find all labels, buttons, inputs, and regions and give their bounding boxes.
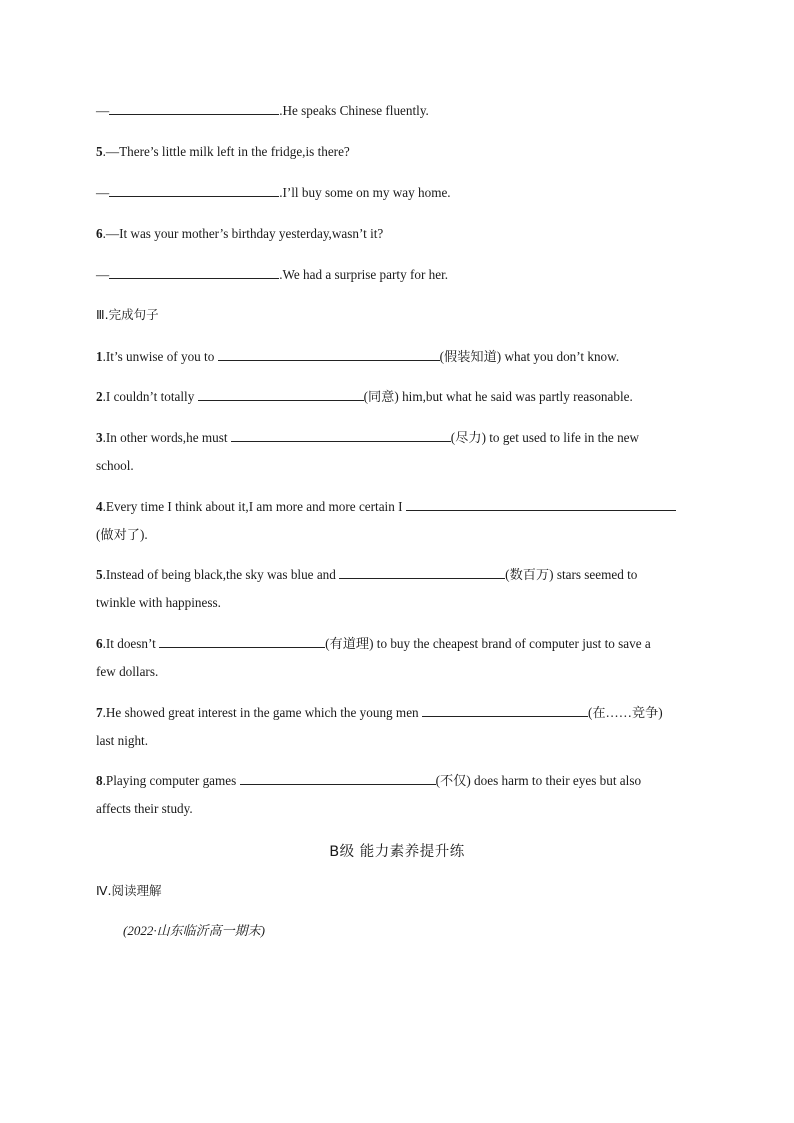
sentence-5 [96, 566, 637, 584]
sentence-7-cont: last night. [96, 733, 149, 748]
sentence-4-cont: (做对了). [96, 527, 148, 542]
chinese-hint: (有道理) [325, 636, 374, 651]
sentence-number: 7 [96, 705, 103, 720]
section-heading-4: Ⅳ.阅读理解 [96, 883, 162, 898]
sentence-8-cont: affects their study. [96, 801, 193, 816]
fill-blank[interactable] [240, 772, 436, 785]
sentence-text: .In other words,he must [102, 430, 231, 445]
sentence-number: 6 [96, 636, 103, 651]
answer-blank[interactable] [109, 266, 279, 279]
dash: — [96, 185, 110, 200]
fill-blank[interactable] [339, 566, 505, 579]
sentence-6-cont: few dollars. [96, 664, 159, 679]
sentence-number: 2 [96, 389, 103, 404]
sentence-text: .Every time I think about it,I am more and more certain I [102, 499, 406, 514]
answer-text: .He speaks Chinese fluently. [279, 103, 429, 118]
chinese-hint: (假装知道) [439, 349, 502, 364]
sentence-text: .It doesn’t [102, 636, 160, 651]
sentence-number: 3 [96, 430, 103, 445]
sentence-text: what you don’t know. [501, 349, 620, 364]
sentence-text: .He showed great interest in the game which the young men [102, 705, 422, 720]
sentence-text: does harm to their eyes but also [470, 773, 642, 788]
sentence-number: 5 [96, 567, 103, 582]
sentence-text: stars seemed to [553, 567, 638, 582]
sentence-text: .Instead of being black,the sky was blue and [102, 567, 340, 582]
sentence-6 [96, 635, 651, 653]
sentence-text: .I couldn’t totally [102, 389, 198, 404]
sentence-number: 4 [96, 499, 103, 514]
sentence-3 [96, 429, 639, 447]
sentence-4 [96, 498, 676, 516]
sentence-3-cont: school. [96, 458, 134, 473]
answer-line-5 [96, 184, 451, 202]
fill-blank[interactable] [231, 429, 451, 442]
sentence-7 [96, 704, 663, 722]
question-text: .—There’s little milk left in the fridge,is there? [102, 144, 350, 159]
fill-blank[interactable] [422, 704, 588, 717]
fill-blank[interactable] [218, 348, 440, 361]
answer-blank[interactable] [109, 102, 279, 115]
question-number: 6 [96, 226, 103, 241]
dash: — [96, 103, 110, 118]
question-text: .—It was your mother’s birthday yesterday,wasn’t it? [102, 226, 384, 241]
sentence-text: .It’s unwise of you to [102, 349, 218, 364]
sentence-5-cont: twinkle with happiness. [96, 595, 221, 610]
answer-line-4 [96, 102, 429, 120]
fill-blank[interactable] [198, 388, 364, 401]
sentence-text: .Playing computer games [102, 773, 240, 788]
dash: — [96, 267, 110, 282]
sentence-number: 8 [96, 773, 103, 788]
answer-text: .We had a surprise party for her. [279, 267, 449, 282]
sentence-2 [96, 388, 633, 406]
answer-blank[interactable] [109, 184, 279, 197]
dialog-question-6 [96, 225, 383, 243]
chinese-hint: (不仅) [435, 773, 471, 788]
chinese-hint: (在……竞争) [587, 705, 663, 720]
source-note: (2022·山东临沂高一期末) [123, 923, 265, 938]
section-heading-3: Ⅲ.完成句子 [96, 307, 159, 322]
answer-text: .I’ll buy some on my way home. [279, 185, 451, 200]
sentence-text: to get used to life in the new [485, 430, 640, 445]
sentence-number: 1 [96, 349, 103, 364]
fill-blank[interactable] [159, 635, 325, 648]
chinese-hint: (尽力) [450, 430, 486, 445]
chinese-hint: (同意) [363, 389, 399, 404]
sentence-8 [96, 772, 641, 790]
sentence-text: to buy the cheapest brand of computer just to save a [373, 636, 651, 651]
sentence-1 [96, 348, 619, 366]
sentence-text: him,but what he said was partly reasonable. [398, 389, 633, 404]
dialog-question-5 [96, 143, 350, 161]
level-b-title: B级 能力素养提升练 [329, 844, 465, 860]
fill-blank[interactable] [406, 498, 676, 511]
chinese-hint: (数百万) [505, 567, 554, 582]
answer-line-6 [96, 266, 448, 284]
question-number: 5 [96, 144, 103, 159]
